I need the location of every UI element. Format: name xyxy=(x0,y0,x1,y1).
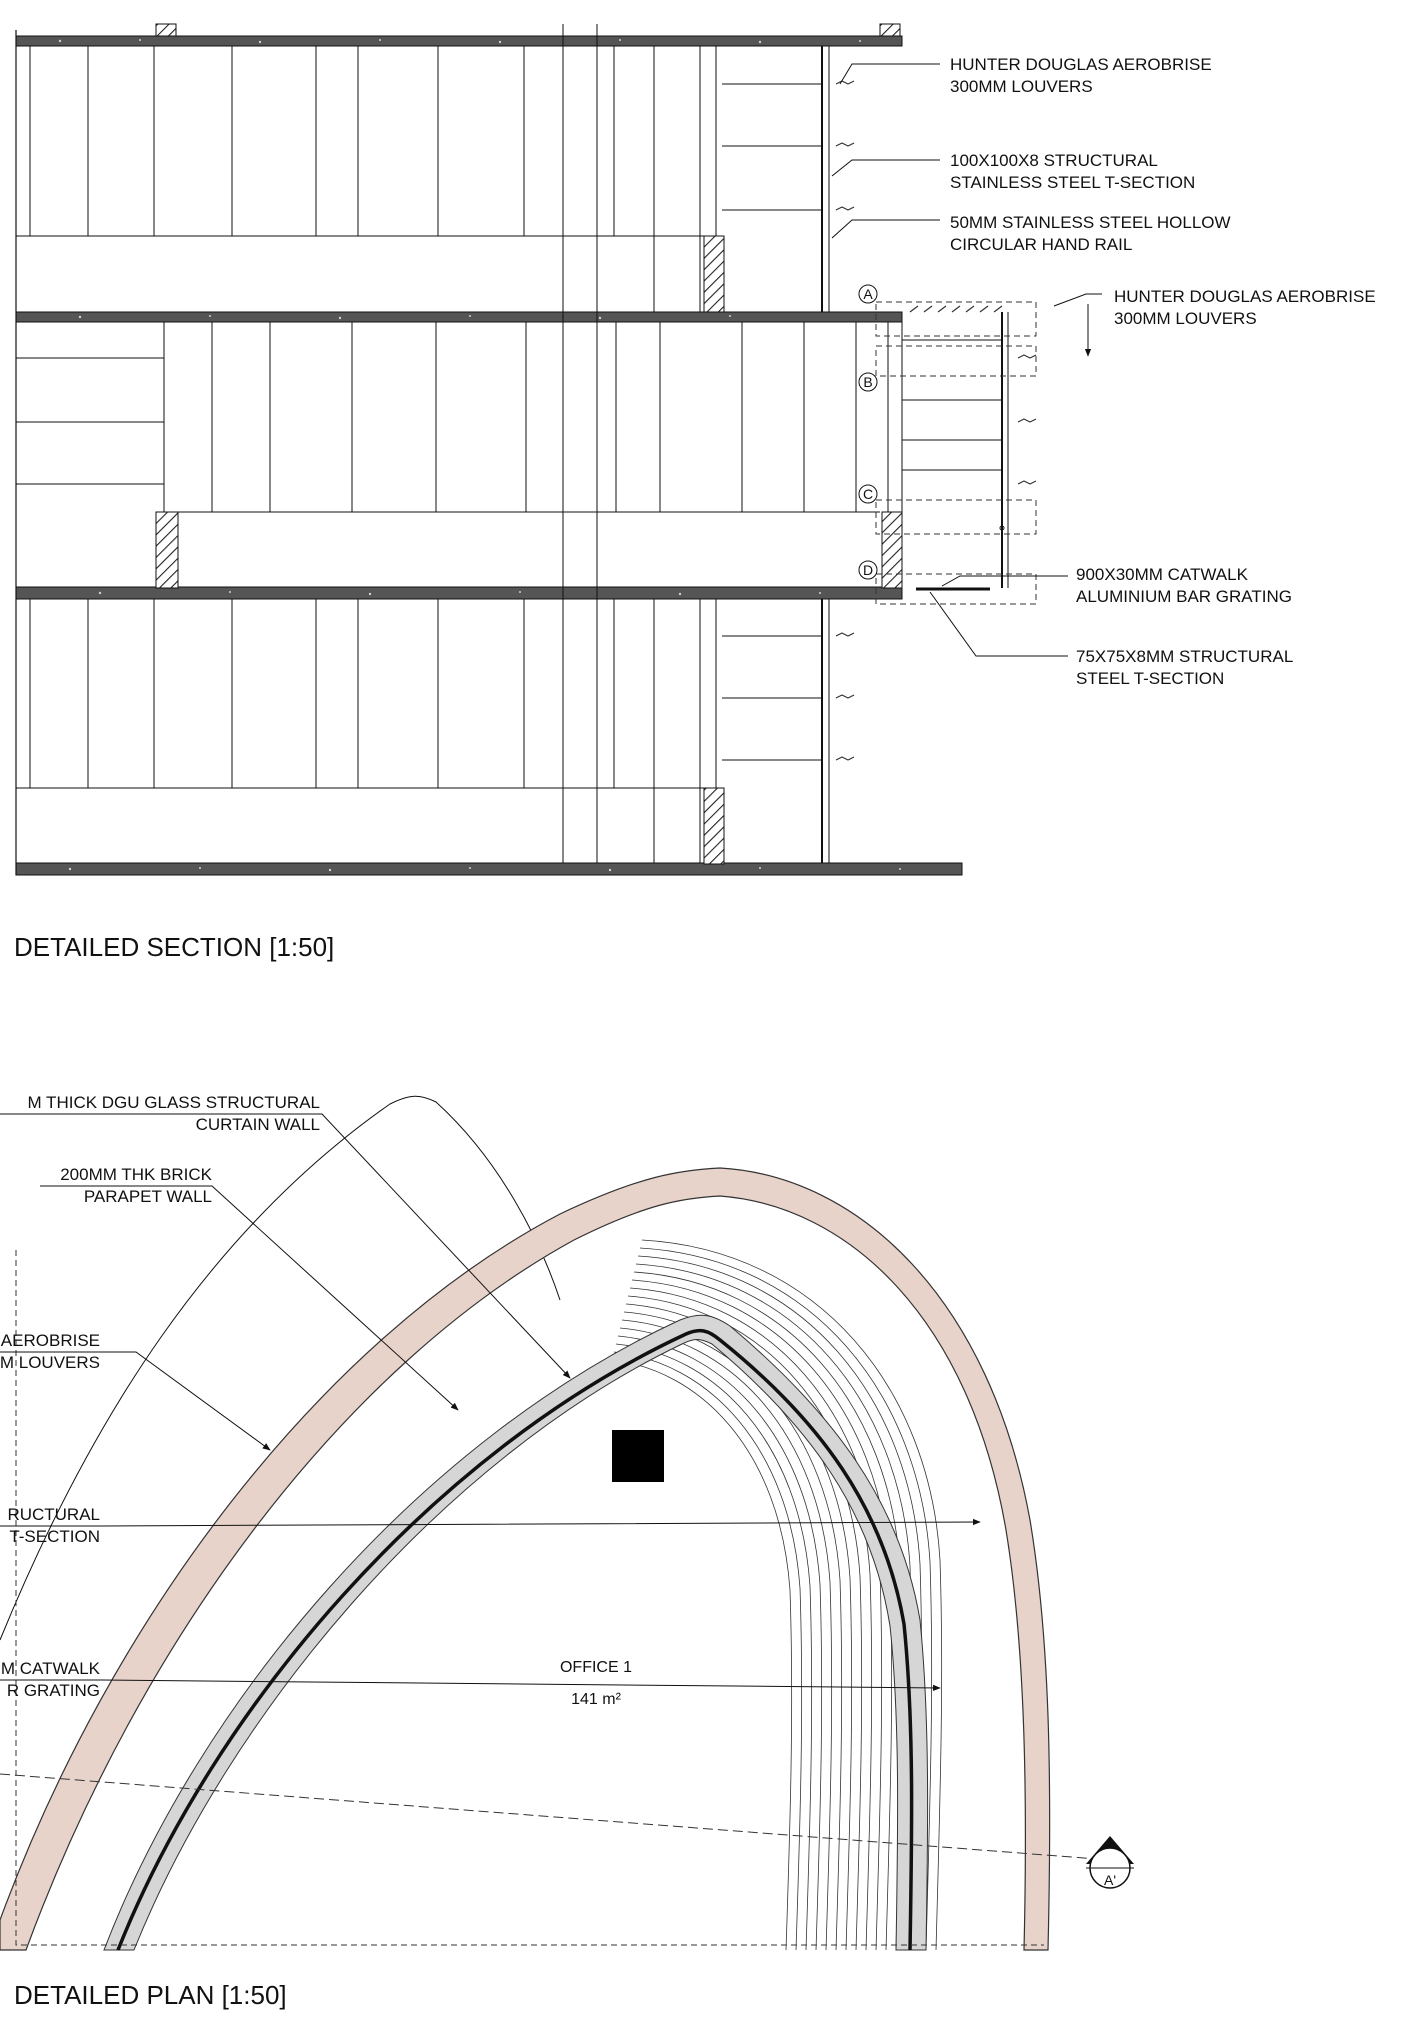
svg-text:50MM STAINLESS STEEL HOLLOW: 50MM STAINLESS STEEL HOLLOW xyxy=(950,213,1231,232)
detail-tag-d xyxy=(859,561,877,579)
section-note-catwalk xyxy=(1076,565,1292,606)
svg-text:100X100X8 STRUCTURAL: 100X100X8 STRUCTURAL xyxy=(950,151,1158,170)
central-column xyxy=(563,24,597,863)
svg-text:AEROBRISE: AEROBRISE xyxy=(0,1331,100,1350)
structural-column xyxy=(612,1430,664,1482)
svg-text:HUNTER DOUGLAS AEROBRISE: HUNTER DOUGLAS AEROBRISE xyxy=(950,55,1212,74)
svg-text:CIRCULAR HAND RAIL: CIRCULAR HAND RAIL xyxy=(950,235,1133,254)
section-title: DETAILED SECTION [1:50] xyxy=(14,932,335,962)
slab-stipple xyxy=(59,39,901,871)
curtain-wall-floor-3 xyxy=(16,599,829,864)
svg-text:B: B xyxy=(863,374,873,390)
svg-text:M CATWALK: M CATWALK xyxy=(0,1659,100,1678)
section-note-hand-rail xyxy=(950,213,1231,254)
section-note-louvers-2 xyxy=(1114,287,1376,328)
section-note-t-section xyxy=(950,151,1195,192)
svg-text:D: D xyxy=(862,562,874,578)
svg-text:OFFICE 1: OFFICE 1 xyxy=(559,1659,633,1676)
svg-text:CURTAIN WALL: CURTAIN WALL xyxy=(195,1115,320,1134)
svg-text:75X75X8MM STRUCTURAL: 75X75X8MM STRUCTURAL xyxy=(1076,647,1294,666)
svg-text:A': A' xyxy=(1103,1872,1117,1888)
detail-tag-a xyxy=(859,285,877,303)
detailed-section-drawing xyxy=(16,24,1102,875)
glass-curtain-wall xyxy=(104,1315,928,1950)
svg-text:900X30MM CATWALK: 900X30MM CATWALK xyxy=(1076,565,1248,584)
svg-text:200MM THK BRICK: 200MM THK BRICK xyxy=(60,1165,212,1184)
svg-text:STEEL T-SECTION: STEEL T-SECTION xyxy=(1076,669,1225,688)
upper-wall-stub xyxy=(880,24,900,36)
section-note-louvers-1 xyxy=(950,55,1212,96)
svg-text:M LOUVERS: M LOUVERS xyxy=(0,1353,100,1372)
svg-text:ALUMINIUM BAR GRATING: ALUMINIUM BAR GRATING xyxy=(1076,587,1292,606)
svg-text:M THICK DGU GLASS STRUCTURAL: M THICK DGU GLASS STRUCTURAL xyxy=(27,1093,320,1112)
svg-text:STAINLESS STEEL T-SECTION: STAINLESS STEEL T-SECTION xyxy=(950,173,1196,192)
floor-slabs xyxy=(16,36,962,875)
curtain-wall-floor-1 xyxy=(16,46,829,312)
detail-tag-c xyxy=(859,485,877,503)
svg-text:141 m²: 141 m² xyxy=(571,1691,621,1708)
svg-text:R GRATING: R GRATING xyxy=(6,1681,100,1700)
svg-text:HUNTER DOUGLAS AEROBRISE: HUNTER DOUGLAS AEROBRISE xyxy=(1114,287,1376,306)
svg-text:300MM LOUVERS: 300MM LOUVERS xyxy=(1114,309,1257,328)
curtain-wall-floor-2 xyxy=(16,322,902,588)
room-label-office-1 xyxy=(560,1659,632,1708)
svg-text:300MM LOUVERS: 300MM LOUVERS xyxy=(950,77,1093,96)
svg-text:C: C xyxy=(862,486,874,502)
detailed-plan-drawing xyxy=(0,1096,1134,1950)
section-note-steel-t-section xyxy=(1076,647,1293,688)
svg-text:A: A xyxy=(863,286,873,302)
svg-text:RUCTURAL: RUCTURAL xyxy=(7,1505,100,1524)
svg-text:PARAPET WALL: PARAPET WALL xyxy=(83,1187,212,1206)
upper-wall-stub xyxy=(156,24,176,36)
section-marker-a-prime xyxy=(1086,1836,1134,1888)
catwalk-bracket xyxy=(902,312,1008,589)
detail-tag-b xyxy=(859,373,877,391)
svg-text:T-SECTION: T-SECTION xyxy=(9,1527,100,1546)
plan-title: DETAILED PLAN [1:50] xyxy=(14,1980,287,2010)
